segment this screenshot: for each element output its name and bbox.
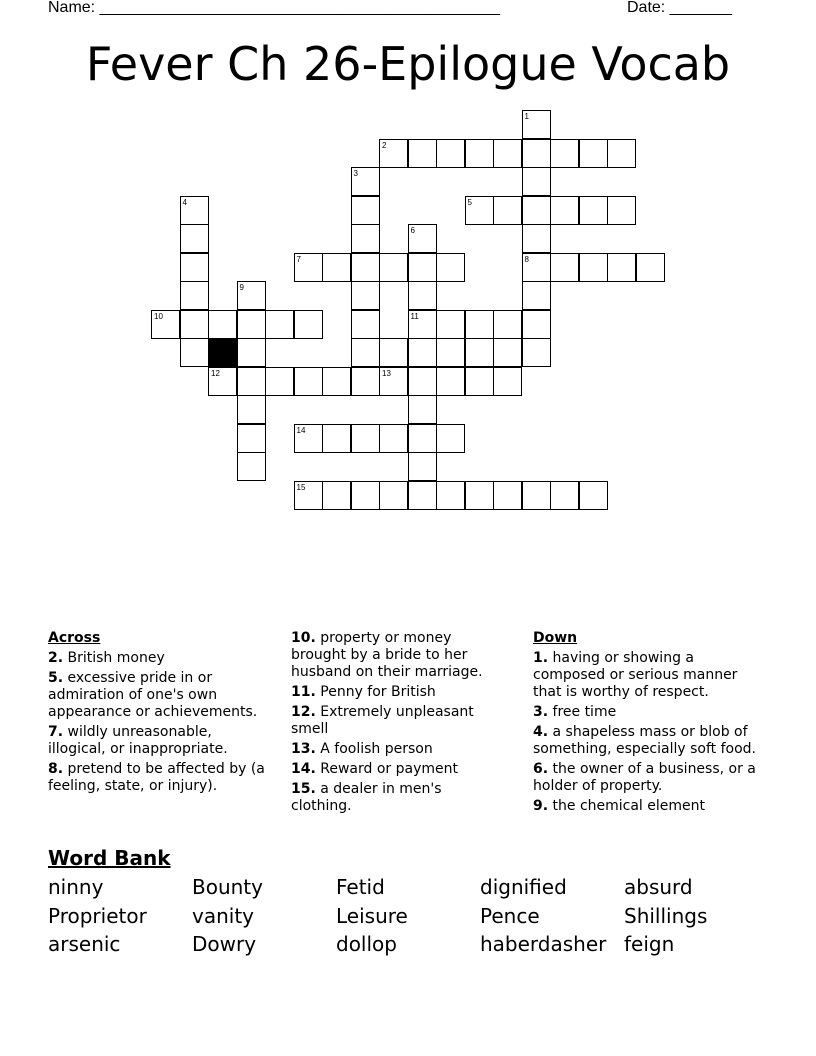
crossword-cell[interactable] xyxy=(237,281,266,310)
clue-item xyxy=(533,650,763,701)
clue-item xyxy=(533,724,763,758)
crossword-cell[interactable] xyxy=(522,253,551,282)
crossword-cell[interactable] xyxy=(436,338,465,367)
crossword-cell[interactable] xyxy=(208,367,237,396)
down-heading: Down xyxy=(533,630,578,646)
date-line[interactable]: Date: _______ xyxy=(627,0,732,16)
crossword-cell[interactable] xyxy=(265,310,294,339)
crossword-cell[interactable] xyxy=(237,310,266,339)
black-cell xyxy=(208,338,237,367)
word-bank-word: arsenic xyxy=(48,932,121,956)
word-bank-word: ninny xyxy=(48,875,104,899)
clue-text: Penny for British xyxy=(315,684,436,700)
crossword-cell[interactable] xyxy=(351,167,380,196)
clue-item xyxy=(48,761,273,795)
clue-number-label: 6. xyxy=(533,761,549,777)
word-bank-word: Leisure xyxy=(336,903,408,928)
crossword-cell[interactable] xyxy=(237,452,266,481)
clue-item xyxy=(48,650,273,667)
crossword-cell[interactable] xyxy=(180,281,209,310)
crossword-cell[interactable] xyxy=(351,338,380,367)
clue-item xyxy=(291,684,506,701)
crossword-cell[interactable] xyxy=(408,338,437,367)
word-bank-word: Proprietor xyxy=(48,903,147,928)
crossword-cell[interactable] xyxy=(294,367,323,396)
crossword-cell[interactable] xyxy=(208,310,237,339)
clue-number-label: 10. xyxy=(291,630,316,646)
crossword-cell[interactable] xyxy=(322,367,351,396)
clue-number-label: 13. xyxy=(291,741,316,757)
crossword-cell[interactable] xyxy=(180,196,209,225)
crossword-cell[interactable] xyxy=(351,196,380,225)
crossword-cell[interactable] xyxy=(493,367,522,396)
crossword-cell[interactable] xyxy=(351,481,380,510)
crossword-cell[interactable] xyxy=(322,424,351,453)
clue-number: 9 xyxy=(239,283,244,292)
crossword-cell[interactable] xyxy=(379,139,408,168)
clue-text: a shapeless mass or blob of something, especially soft food. xyxy=(533,724,756,757)
word-bank-word: dignified xyxy=(480,875,567,899)
word-bank-word: haberdasher xyxy=(480,932,607,956)
crossword-cell[interactable] xyxy=(294,481,323,510)
crossword-cell[interactable] xyxy=(579,253,608,282)
clue-text: A foolish person xyxy=(315,741,433,757)
clue-item xyxy=(291,781,506,815)
crossword-cell[interactable] xyxy=(322,481,351,510)
clue-number-label: 9. xyxy=(533,798,549,814)
crossword-cell[interactable] xyxy=(180,310,209,339)
word-bank-word: dollop xyxy=(336,932,397,956)
clue-item xyxy=(291,741,506,758)
crossword-cell[interactable] xyxy=(493,338,522,367)
clue-number-label: 4. xyxy=(533,724,549,740)
crossword-cell[interactable] xyxy=(351,281,380,310)
crossword-cell[interactable] xyxy=(180,338,209,367)
crossword-cell[interactable] xyxy=(465,481,494,510)
crossword-cell[interactable] xyxy=(379,338,408,367)
word-bank-word: Fetid xyxy=(336,875,385,899)
clue-number: 8 xyxy=(524,254,529,264)
clue-item xyxy=(48,670,273,721)
page-title: Fever Ch 26-Epilogue Vocab xyxy=(85,37,731,91)
crossword-cell[interactable] xyxy=(237,338,266,367)
crossword-cell[interactable] xyxy=(436,481,465,510)
clue-item xyxy=(533,761,763,795)
crossword-cell[interactable] xyxy=(493,196,522,225)
crossword-cell[interactable] xyxy=(465,310,494,339)
clue-text: Reward or payment xyxy=(315,761,458,777)
crossword-cell[interactable] xyxy=(408,139,437,168)
clue-text: Extremely unpleasant smell xyxy=(291,704,474,737)
clue-number: 15 xyxy=(296,482,306,492)
crossword-cell[interactable] xyxy=(294,310,323,339)
clue-text: a dealer in men's clothing. xyxy=(291,781,442,814)
clue-number: 14 xyxy=(296,425,306,435)
crossword-cell[interactable] xyxy=(465,338,494,367)
clue-number-label: 3. xyxy=(533,704,549,720)
word-bank-word: Dowry xyxy=(192,932,257,956)
clue-number-label: 11. xyxy=(291,684,316,700)
clue-number: 2 xyxy=(382,140,387,150)
crossword-cell[interactable] xyxy=(294,253,323,282)
word-bank-word: absurd xyxy=(624,875,693,899)
clue-number-label: 15. xyxy=(291,781,316,797)
crossword-cell[interactable] xyxy=(180,253,209,282)
crossword-cell[interactable] xyxy=(436,424,465,453)
clue-number: 5 xyxy=(467,197,472,207)
crossword-cell[interactable] xyxy=(636,253,665,282)
clue-item xyxy=(533,704,763,721)
crossword-cell[interactable] xyxy=(379,253,408,282)
crossword-cell[interactable] xyxy=(522,281,551,310)
crossword-cell[interactable] xyxy=(436,367,465,396)
crossword-cell[interactable] xyxy=(579,481,608,510)
crossword-cell[interactable] xyxy=(493,481,522,510)
clue-number: 4 xyxy=(182,197,187,207)
clue-number-label: 8. xyxy=(48,761,64,777)
crossword-cell[interactable] xyxy=(522,196,551,225)
clue-number-label: 12. xyxy=(291,704,316,720)
crossword-cell[interactable] xyxy=(465,139,494,168)
across-clues-column-2 xyxy=(291,630,506,818)
crossword-cell[interactable] xyxy=(408,452,437,481)
crossword-cell[interactable] xyxy=(237,424,266,453)
crossword-cell[interactable] xyxy=(351,424,380,453)
clue-number: 3 xyxy=(353,169,358,178)
clue-text: pretend to be affected by (a feeling, state, or injury). xyxy=(48,761,265,794)
clue-number: 10 xyxy=(154,311,163,321)
clue-item xyxy=(533,798,763,815)
crossword-cell[interactable] xyxy=(550,139,579,168)
crossword-cell[interactable] xyxy=(379,424,408,453)
word-bank-word: Shillings xyxy=(624,903,708,928)
crossword-cell[interactable] xyxy=(265,367,294,396)
crossword-cell[interactable] xyxy=(579,139,608,168)
crossword-cell[interactable] xyxy=(180,224,209,253)
crossword-cell[interactable] xyxy=(465,196,494,225)
clue-number: 6 xyxy=(410,226,415,235)
crossword-cell[interactable] xyxy=(151,310,180,339)
word-bank-word: vanity xyxy=(192,903,255,928)
crossword-cell[interactable] xyxy=(322,253,351,282)
crossword-cell[interactable] xyxy=(294,424,323,453)
clue-text: having or showing a composed or serious manner that is worthy of respect. xyxy=(533,650,738,700)
crossword-cell[interactable] xyxy=(436,253,465,282)
crossword-cell[interactable] xyxy=(408,424,437,453)
crossword-cell[interactable] xyxy=(522,481,551,510)
crossword-cell[interactable] xyxy=(351,367,380,396)
clue-number-label: 7. xyxy=(48,724,64,740)
clue-number-label: 5. xyxy=(48,670,64,686)
down-clues-column xyxy=(533,630,763,818)
crossword-cell[interactable] xyxy=(351,253,380,282)
clue-item xyxy=(291,630,506,681)
crossword-cell[interactable] xyxy=(379,481,408,510)
clue-number: 1 xyxy=(524,112,529,121)
crossword-cell[interactable] xyxy=(522,167,551,196)
crossword-cell[interactable] xyxy=(607,139,636,168)
clue-text: wildly unreasonable, illogical, or inappropriate. xyxy=(48,724,228,757)
word-bank xyxy=(48,873,768,959)
clue-item xyxy=(291,761,506,778)
crossword-cell[interactable] xyxy=(436,310,465,339)
clue-number: 13 xyxy=(382,368,391,378)
crossword-cell[interactable] xyxy=(408,281,437,310)
crossword-cell[interactable] xyxy=(465,367,494,396)
word-bank-word: Pence xyxy=(480,903,540,928)
crossword-cell[interactable] xyxy=(408,481,437,510)
clue-item xyxy=(48,724,273,758)
clue-text: excessive pride in or admiration of one's own appearance or achievements. xyxy=(48,670,258,720)
clue-number-label: 14. xyxy=(291,761,316,777)
clue-text: free time xyxy=(548,704,617,720)
crossword-cell[interactable] xyxy=(408,395,437,424)
crossword-cell[interactable] xyxy=(550,196,579,225)
crossword-cell[interactable] xyxy=(408,367,437,396)
crossword-cell[interactable] xyxy=(522,224,551,253)
clue-number: 7 xyxy=(296,254,301,264)
crossword-cell[interactable] xyxy=(379,367,408,396)
crossword-cell[interactable] xyxy=(493,310,522,339)
crossword-cell[interactable] xyxy=(351,310,380,339)
word-bank-word: feign xyxy=(624,932,675,956)
crossword-cell[interactable] xyxy=(550,253,579,282)
clue-item xyxy=(291,704,506,738)
crossword-cell[interactable] xyxy=(607,196,636,225)
name-line[interactable]: Name: _____________________________________________ xyxy=(48,0,500,16)
clue-text: property or money brought by a bride to her husband on their marriage. xyxy=(291,630,483,680)
crossword-cell[interactable] xyxy=(607,253,636,282)
across-heading: Across xyxy=(48,630,101,646)
crossword-cell[interactable] xyxy=(408,224,437,253)
crossword-cell[interactable] xyxy=(237,395,266,424)
clue-text: British money xyxy=(63,650,165,666)
crossword-cell[interactable] xyxy=(436,139,465,168)
crossword-cell[interactable] xyxy=(408,253,437,282)
crossword-cell[interactable] xyxy=(493,139,522,168)
across-clues-column-1 xyxy=(48,630,273,798)
crossword-cell[interactable] xyxy=(237,367,266,396)
clue-number: 11 xyxy=(410,311,419,321)
crossword-cell[interactable] xyxy=(522,139,551,168)
crossword-cell[interactable] xyxy=(550,481,579,510)
crossword-cell[interactable] xyxy=(351,224,380,253)
crossword-cell[interactable] xyxy=(522,310,551,339)
word-bank-word: Bounty xyxy=(192,875,263,899)
clue-number: 12 xyxy=(211,368,220,378)
clue-text: the chemical element xyxy=(548,798,705,814)
crossword-cell[interactable] xyxy=(579,196,608,225)
crossword-cell[interactable] xyxy=(522,110,551,139)
crossword-cell[interactable] xyxy=(408,310,437,339)
clue-number-label: 1. xyxy=(533,650,549,666)
crossword-cell[interactable] xyxy=(522,338,551,367)
clue-number-label: 2. xyxy=(48,650,64,666)
clue-text: the owner of a business, or a holder of property. xyxy=(533,761,756,794)
word-bank-title: Word Bank xyxy=(48,846,171,870)
